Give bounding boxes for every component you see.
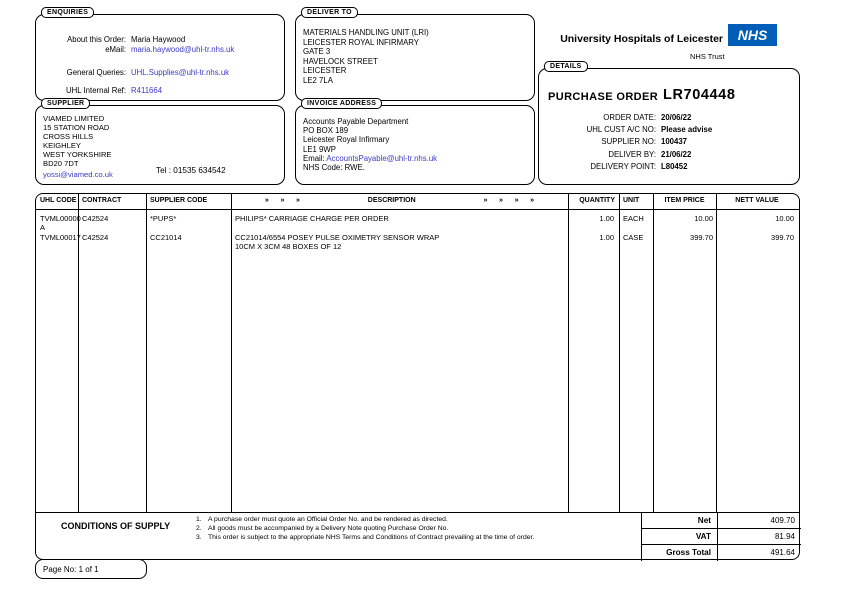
column-divider xyxy=(231,194,232,512)
invoice-line: PO BOX 189 xyxy=(303,126,349,136)
condition-item xyxy=(196,534,536,542)
supplier-box xyxy=(35,100,285,185)
header-contract: CONTRACT xyxy=(82,197,122,204)
deliver-line: HAVELOCK STREET xyxy=(303,56,378,66)
page-number-box xyxy=(35,559,147,579)
gross-total-value: 491.64 xyxy=(770,548,795,558)
net-row xyxy=(642,512,801,528)
row2-nett-value: 399.70 xyxy=(771,233,794,242)
supplier-line: CROSS HILLS xyxy=(43,132,94,141)
condition-number: 1. xyxy=(196,516,202,523)
order-date-label: ORDER DATE: xyxy=(603,112,656,122)
invoice-email-row xyxy=(303,154,534,163)
about-order-value: Maria Haywood xyxy=(131,35,186,44)
supplier-no-label: SUPPLIER NO: xyxy=(601,137,656,147)
details-fields xyxy=(542,111,793,173)
nhs-trust-label: NHS Trust xyxy=(690,52,725,61)
invoice-email-label: Email: xyxy=(303,153,325,163)
deliver-by-label: DELIVER BY: xyxy=(608,149,656,159)
supplier-line: WEST YORKSHIRE xyxy=(43,150,112,159)
totals-divider xyxy=(717,512,718,561)
row2-uhl-code: TVML00017 xyxy=(40,233,81,242)
order-date-value: 20/06/22 xyxy=(661,112,692,122)
invoice-address-title: INVOICE ADDRESS xyxy=(301,98,382,109)
totals-box xyxy=(641,512,801,561)
supplier-no-value: 100437 xyxy=(661,137,688,147)
organisation-name: University Hospitals of Leicester xyxy=(560,33,723,45)
internal-ref-value: R411664 xyxy=(131,86,163,95)
order-lines-table xyxy=(35,193,800,560)
conditions-title: CONDITIONS OF SUPPLY xyxy=(61,521,171,531)
column-divider xyxy=(619,194,620,512)
row1-unit: EACH xyxy=(623,214,644,223)
invoice-line: Leicester Royal Infirmary xyxy=(303,135,390,145)
deliver-line: LEICESTER ROYAL INFIRMARY xyxy=(303,37,419,47)
net-value: 409.70 xyxy=(770,515,795,525)
enquiries-box xyxy=(35,9,285,101)
invoice-line: LE1 9WP xyxy=(303,144,336,154)
row2-unit: CASE xyxy=(623,233,644,242)
row2-description-line1: CC21014/6554 POSEY PULSE OXIMETRY SENSOR WRAP xyxy=(235,233,440,242)
row1-uhl-code-cont: A xyxy=(40,223,46,232)
row1-item-price: 10.00 xyxy=(694,214,713,223)
supplier-no-row xyxy=(542,136,793,148)
row2-contract: C42524 xyxy=(82,233,109,242)
nhs-code-line: NHS Code: RWE. xyxy=(303,163,365,173)
invoice-email-link[interactable]: AccountsPayable@uhl-tr.nhs.uk xyxy=(326,153,438,163)
gross-total-label: Gross Total xyxy=(666,548,711,558)
cust-ac-value: Please advise xyxy=(661,125,713,135)
row1-contract: C42524 xyxy=(82,214,109,223)
cust-ac-label: UHL CUST A/C NO: xyxy=(586,125,656,135)
chevron-decor: » » » xyxy=(264,197,300,204)
row2-description-line2: 10CM X 3CM 48 BOXES OF 12 xyxy=(235,242,342,251)
supplier-line: KEIGHLEY xyxy=(43,141,81,150)
order-date-row xyxy=(542,111,793,123)
header-unit: UNIT xyxy=(623,197,640,204)
condition-number: 3. xyxy=(196,534,202,542)
header-quantity: QUANTITY xyxy=(579,197,615,204)
condition-text: This order is subject to the appropriate NHS Terms and Conditions of Contract prevailing at the time of order. xyxy=(208,534,535,542)
row1-quantity: 1.00 xyxy=(599,214,614,223)
row2-quantity: 1.00 xyxy=(599,233,614,242)
cust-ac-row xyxy=(542,123,793,135)
header-description-cell xyxy=(231,197,568,204)
general-queries-row xyxy=(42,68,229,77)
delivery-point-row xyxy=(542,161,793,173)
deliver-line: LE2 7LA xyxy=(303,75,333,85)
invoice-address-box xyxy=(295,100,535,185)
delivery-point-label: DELIVERY POINT: xyxy=(590,162,656,172)
general-queries-link[interactable]: UHL.Supplies@uhl-tr.nhs.uk xyxy=(131,68,230,77)
invoice-line: Accounts Payable Department xyxy=(303,117,409,126)
condition-text: A purchase order must quote an Official Order No. and be rendered as directed. xyxy=(208,516,448,523)
row1-description: PHILIPS* CARRIAGE CHARGE PER ORDER xyxy=(235,214,389,223)
details-box xyxy=(538,63,800,185)
nhs-logo: NHS xyxy=(728,24,777,46)
condition-number: 2. xyxy=(196,525,202,533)
header-item-price: ITEM PRICE xyxy=(664,197,705,204)
header-divider-line xyxy=(36,209,799,210)
deliver-to-box xyxy=(295,9,535,101)
vat-value: 81.94 xyxy=(774,532,795,542)
delivery-point-value: L80452 xyxy=(661,162,688,172)
enquiries-title: ENQUIRIES xyxy=(41,7,94,18)
header-nett-value: NETT VALUE xyxy=(735,197,779,204)
purchase-order-number: LR704448 xyxy=(663,87,736,103)
condition-text: All goods must be accompanied by a Delivery Note quoting Purchase Order No. xyxy=(208,525,449,533)
about-order-label: About this Order: xyxy=(67,35,126,44)
condition-item xyxy=(196,516,536,524)
supplier-email-link[interactable]: yossi@viamed.co.uk xyxy=(43,170,113,179)
supplier-telephone: Tel : 01535 634542 xyxy=(156,166,226,175)
internal-ref-row xyxy=(42,86,162,95)
header-description: DESCRIPTION xyxy=(367,197,416,204)
enquiries-about-row xyxy=(42,35,185,44)
header-supplier-code: SUPPLIER CODE xyxy=(150,197,208,204)
supplier-title: SUPPLIER xyxy=(41,98,90,109)
gross-total-row xyxy=(642,544,801,560)
page-number-text: Page No: 1 of 1 xyxy=(43,564,99,574)
deliver-by-value: 21/06/22 xyxy=(661,149,692,159)
deliver-line: MATERIALS HANDLING UNIT (LRI) xyxy=(303,28,429,37)
email-label: eMail: xyxy=(105,45,126,54)
deliver-line: GATE 3 xyxy=(303,47,331,57)
header-uhl-code: UHL CODE xyxy=(40,197,77,204)
vat-row xyxy=(642,528,801,544)
row1-uhl-code: TVML00000 xyxy=(40,214,81,223)
row2-supplier-code: CC21014 xyxy=(150,233,182,242)
enquiries-email-link[interactable]: maria.haywood@uhl-tr.nhs.uk xyxy=(131,45,235,54)
chevron-decor: » » » » xyxy=(483,197,535,204)
column-divider xyxy=(146,194,147,512)
row1-nett-value: 10.00 xyxy=(775,214,794,223)
condition-item xyxy=(196,525,536,533)
enquiries-email-row xyxy=(42,45,234,54)
net-label: Net xyxy=(697,515,711,525)
row1-supplier-code: *PUPS* xyxy=(150,214,177,223)
deliver-line: LEICESTER xyxy=(303,66,347,76)
deliver-to-title: DELIVER TO xyxy=(301,7,358,18)
row2-item-price: 399.70 xyxy=(690,233,713,242)
general-queries-label: General Queries: xyxy=(66,68,126,77)
conditions-list xyxy=(196,516,536,544)
purchase-order-label: PURCHASE ORDER xyxy=(548,91,659,103)
internal-ref-label: UHL Internal Ref: xyxy=(66,86,126,95)
supplier-line: VIAMED LIMITED xyxy=(43,114,105,123)
supplier-line: BD20 7DT xyxy=(43,159,79,168)
supplier-line: 15 STATION ROAD xyxy=(43,123,110,132)
vat-label: VAT xyxy=(695,532,711,542)
deliver-by-row xyxy=(542,148,793,160)
details-title: DETAILS xyxy=(544,61,588,72)
